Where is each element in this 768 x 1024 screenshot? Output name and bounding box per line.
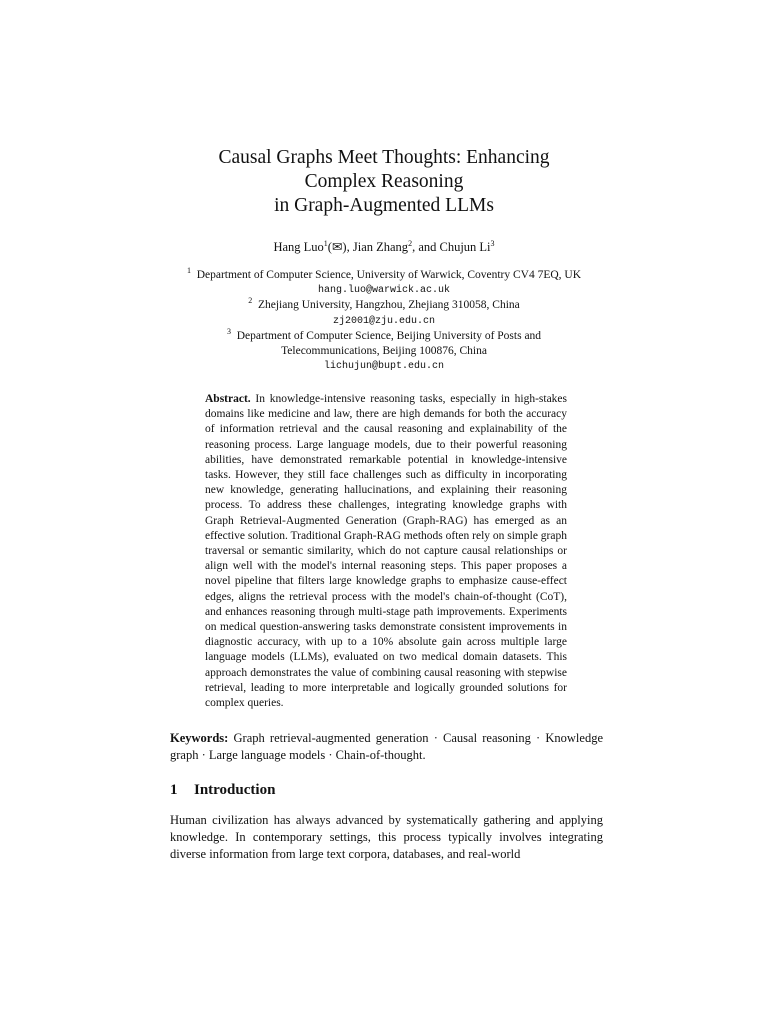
author-1-name: Hang Luo — [273, 240, 324, 254]
affiliation-2 — [0, 298, 768, 313]
author-3-name: , and Chujun Li — [412, 240, 491, 254]
email-2[interactable]: zj2001@zju.edu.cn — [332, 315, 436, 327]
envelope-icon: (✉) — [327, 240, 347, 254]
affiliation-1-text: Department of Computer Science, University of Warwick, Coventry CV4 7EQ, UK — [196, 269, 582, 281]
affiliation-3-text-1: Department of Computer Science, Beijing University of Posts and — [236, 329, 542, 342]
affiliation-1 — [0, 268, 768, 283]
author-3-affil: 3 — [490, 238, 495, 248]
section-title: Introduction — [194, 782, 276, 798]
author-2-affil: 2 — [408, 238, 413, 248]
keywords — [170, 730, 603, 763]
title-line-3: in Graph-Augmented LLMs — [274, 195, 494, 216]
paper-title — [0, 146, 768, 218]
affiliation-2-text: Zhejiang University, Hangzhou, Zhejiang 310058, China — [257, 299, 520, 312]
affiliation-1-mark: 1 — [186, 266, 191, 276]
section-number: 1 — [170, 782, 178, 798]
intro-paragraph: Human civilization has always advanced by systematically gathering and applying knowledge. In contemporary settings, this process typically involves integrating diverse information from large text corpora, databases, and real-world — [170, 813, 603, 861]
author-1-affil: 1 — [323, 238, 328, 248]
affiliation-3-mark: 3 — [226, 326, 231, 336]
section-heading — [170, 782, 275, 799]
affiliation-2-mark: 2 — [248, 296, 253, 306]
author-2-name: , Jian Zhang — [346, 240, 409, 254]
title-line-1: Causal Graphs Meet Thoughts: Enhancing — [218, 147, 550, 168]
keywords-label: Keywords: — [170, 731, 229, 745]
abstract-text: In knowledge-intensive reasoning tasks, especially in high-stakes domains like medicine and law, there are high demands for both the accuracy of information retrieval and the causal reasoning and explainability of the reasoning process. Large language models, due to their powerful reasoning abilities, have demonstrated remarkable potential in knowledge-intensive tasks. However, they still face challenges such as difficulty in incorporating new knowledge, generating hallucinations, and explaining their reasoning process. To address these challenges, integrating knowledge graphs with Graph Retrieval-Augmented Generation (Graph-RAG) has emerged as an effective solution. Traditional Graph-RAG methods often rely on simple graph traversal or semantic similarity, which do not capture causal relationships or align well with the model's internal reasoning steps. This paper proposes a novel pipeline that filters large knowledge graphs to emphasize cause-effect edges, aligns the retrieval process with the model's chain-of-thought (CoT), and enhances reasoning through multi-stage path improvements. Experiments on medical question-answering tasks demonstrate consistent improvements in diagnostic accuracy, with up to a 10% absolute gain across multiple large language models (LLMs), evaluated on two medical domain datasets. This approach demonstrates the value of combining causal reasoning with stepwise retrieval, leading to more interpretable and logically grounded solutions for complex queries. — [205, 393, 568, 710]
author-list — [0, 239, 768, 255]
abstract-label: Abstract. — [205, 393, 251, 405]
title-line-2: Complex Reasoning — [304, 171, 464, 192]
affiliation-3 — [0, 326, 768, 344]
abstract — [205, 392, 567, 711]
affiliation-3-continued: Telecommunications, Beijing 100876, China — [281, 345, 487, 358]
keywords-text: Graph retrieval-augmented generation · Causal reasoning · Knowledge graph · Large language models · Chain-of-thought. — [170, 731, 603, 762]
email-3[interactable]: lichujun@bupt.edu.cn — [323, 361, 445, 373]
affiliations — [0, 268, 768, 374]
email-1[interactable]: hang.luo@warwick.ac.uk — [317, 285, 451, 297]
